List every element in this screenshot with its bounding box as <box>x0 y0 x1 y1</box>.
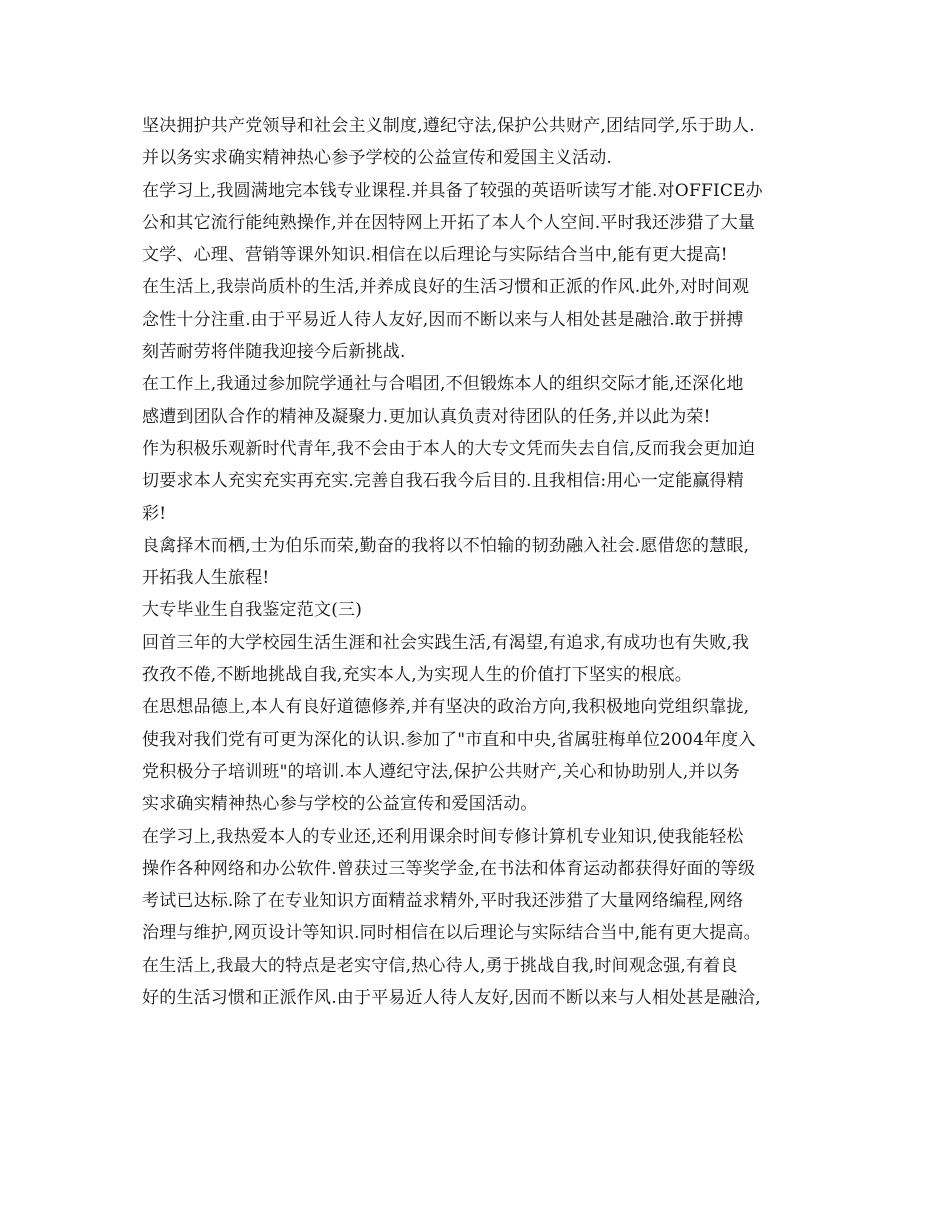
text-line: 切要求本人充实充实再充实.完善自我石我今后目的.且我相信:用心一定能赢得精 <box>142 471 744 492</box>
text-line: 操作各种网络和办公软件.曾获过三等奖学金,在书法和体育运动都获得好面的等级 <box>142 858 756 879</box>
text-line: 在思想品德上,本人有良好道德修养,并有坚决的政治方向,我积极地向党组织靠拢, <box>142 697 750 718</box>
document-page <box>142 110 822 1014</box>
text-line: 考试已达标.除了在专业知识方面精益求精外,平时我还涉猎了大量网络编程,网络 <box>142 891 744 912</box>
text-line: 在生活上,我崇尚质朴的生活,并养成良好的生活习惯和正派的作风.此外,对时间观 <box>142 277 750 298</box>
text-line: 在学习上,我圆满地完本钱专业课程.并具备了较强的英语听读写才能.对OFFICE办 <box>142 180 763 201</box>
text-line: 刻苦耐劳将伴随我迎接今后新挑战. <box>142 342 406 363</box>
text-line: 作为积极乐观新时代青年,我不会由于本人的大专文凭而失去自信,反而我会更加迫 <box>142 438 756 459</box>
text-line: 在工作上,我通过参加院学通社与合唱团,不但锻炼本人的组织交际才能,还深化地 <box>142 374 744 395</box>
text-line: 党积极分子培训班"的培训.本人遵纪守法,保护公共财产,关心和协助别人,并以务 <box>142 761 741 782</box>
text-line: 使我对我们党有可更为深化的认识.参加了"市直和中央,省属驻梅单位2004年度入 <box>142 729 756 750</box>
text-line: 好的生活习惯和正派作风.由于平易近人待人友好,因而不断以来与人相处甚是融洽, <box>142 988 761 1009</box>
section-heading: 大专毕业生自我鉴定范文(三) <box>142 600 363 621</box>
text-line: 孜孜不倦,不断地挑战自我,充实本人,为实现人生的价值打下坚实的根底。 <box>142 665 693 686</box>
text-line: 回首三年的大学校园生活生涯和社会实践生活,有渴望,有追求,有成功也有失败,我 <box>142 632 750 653</box>
text-line: 感遭到团队合作的精神及凝聚力.更加认真负责对待团队的任务,并以此为荣! <box>142 406 711 427</box>
text-line: 在生活上,我最大的特点是老实守信,热心待人,勇于挑战自我,时间观念强,有着良 <box>142 955 738 976</box>
text-line: 实求确实精神热心参与学校的公益宣传和爱国活动。 <box>142 794 538 815</box>
text-line: 彩! <box>142 503 167 524</box>
text-line: 公和其它流行能纯熟操作,并在因特网上开拓了本人个人空间.平时我还涉猎了大量 <box>142 212 756 233</box>
text-line: 坚决拥护共产党领导和社会主义制度,遵纪守法,保护公共财产,团结同学,乐于助人. <box>142 116 755 136</box>
text-line: 良禽择木而栖,士为伯乐而荣,勤奋的我将以不怕输的韧劲融入社会.愿借您的慧眼, <box>142 535 750 556</box>
text-line: 治理与维护,网页设计等知识.同时相信在以后理论与实际结合当中,能有更大提高。 <box>142 923 761 944</box>
text-line: 在学习上,我热爱本人的专业还,还利用课余时间专修计算机专业知识,使我能轻松 <box>142 826 744 847</box>
text-line: 念性十分注重.由于平易近人待人友好,因而不断以来与人相处甚是融洽.敢于拼搏 <box>142 309 744 330</box>
text-line: 开拓我人生旅程! <box>142 568 270 589</box>
text-line: 文学、心理、营销等课外知识.相信在以后理论与实际结合当中,能有更大提高! <box>142 245 728 266</box>
text-line: 并以务实求确实精神热心参予学校的公益宣传和爱国主义活动. <box>142 148 613 169</box>
